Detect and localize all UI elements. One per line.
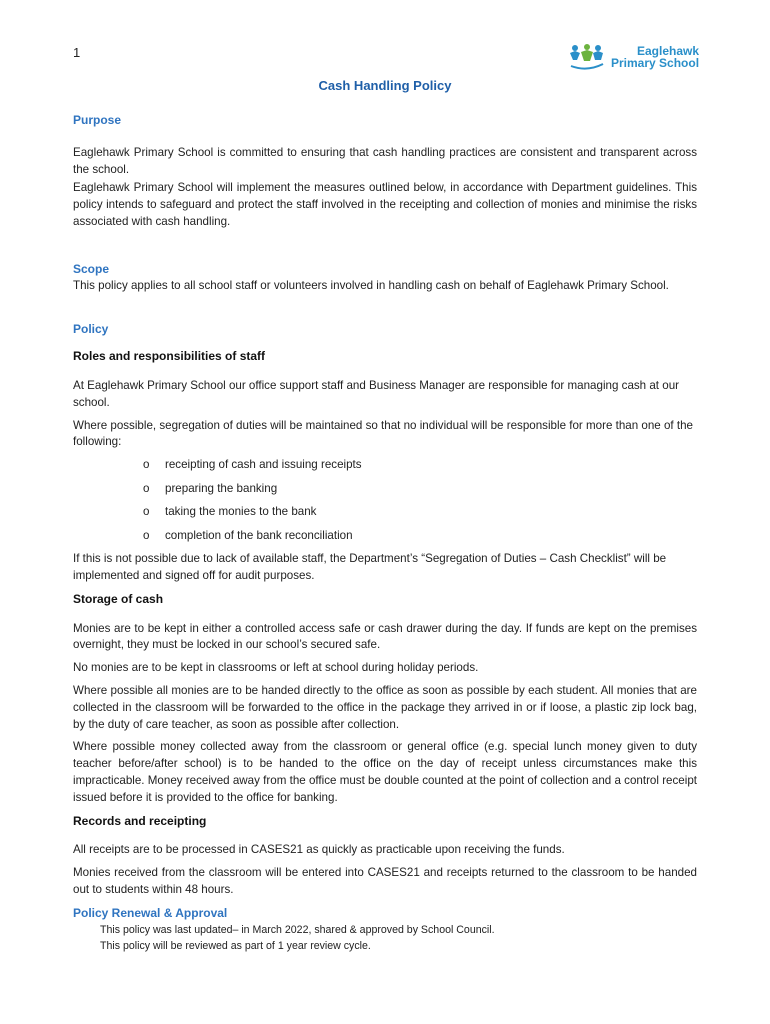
school-logo-icon [567,42,607,72]
page-title: Cash Handling Policy [318,78,452,93]
purpose-paragraph-2: Eaglehawk Primary School will implement the measures outlined below, in accordance with Department guidelines. This policy intends to safeguard and protect the staff involved in the receipting and collection of monies and minimise the risks associated with cash handling. [73,181,697,228]
scope-paragraph: This policy applies to all school staff or volunteers involved in handling cash on behalf of Eaglehawk Primary School. [73,278,669,292]
storage-paragraph-2: No monies are to be kept in classrooms or left at school during holiday periods. [73,661,479,675]
list-item: o taking the monies to the bank [143,505,317,519]
roles-paragraph-1: At Eaglehawk Primary School our office support staff and Business Manager are responsible for managing cash at our school. [73,378,679,409]
roles-paragraph-2: Where possible, segregation of duties will be maintained so that no individual will be responsible for more than one of the following: [73,418,693,449]
list-item: o receipting of cash and issuing receipts [143,458,362,472]
duties-list [73,457,697,551]
list-item: o preparing the banking [143,481,278,495]
scope-heading: Scope [73,261,110,276]
renewal-line-1: This policy was last updated– in March 2022, shared & approved by School Council. [100,923,495,936]
storage-paragraph-4: Where possible money collected away from the classroom or general office (e.g. special lunch money given to duty teacher before/after school) is to be handed to the office on the day of receipt unless circumstances make this impracticable. Money received away from the office must be double counted at the point of collection and a control receipt issued before it is provided to the office for banking. [73,740,697,804]
purpose-heading: Purpose [73,113,122,127]
roles-heading: Roles and responsibilities of staff [73,349,266,364]
purpose-paragraph-1: Eaglehawk Primary School is committed to ensuring that cash handling practices are consistent and transparent across the school. [73,145,697,176]
school-logo [567,42,699,72]
logo-line2: Primary School [611,56,700,70]
logo-line1: Eaglehawk [637,44,700,58]
document-body [73,112,697,955]
records-paragraph-2: Monies received from the classroom will be entered into CASES21 and receipts returned to the classroom to be handed out to students within 48 hours. [73,866,697,896]
storage-heading: Storage of cash [73,591,164,606]
renewal-line-2: This policy will be reviewed as part of 1 year review cycle. [100,940,371,952]
page-number: 1 [73,45,81,60]
renewal-heading: Policy Renewal & Approval [73,905,228,920]
storage-paragraph-1: Monies are to be kept in either a controlled access safe or cash drawer during the day. If funds are kept on the premises overnight, they must be locked in our school’s secured safe. [73,621,697,652]
list-item: o completion of the bank reconciliation [143,528,353,542]
storage-paragraph-3: Where possible all monies are to be handed directly to the office as soon as possible by each student. All monies that are collected in the classroom will be forwarded to the office in the package they arrived in or if loose, a plastic zip lock bag, by the duty of care teacher, as soon as possible after collection. [73,683,697,731]
roles-paragraph-3: If this is not possible due to lack of available staff, the Department’s “Segregation of Duties – Cash Checklist” will be implemented and signed off for audit purposes. [73,552,667,582]
policy-heading: Policy [73,322,109,337]
records-heading: Records and receipting [73,813,207,828]
records-paragraph-1: All receipts are to be processed in CASES21 as quickly as practicable upon receiving the funds. [73,843,565,857]
